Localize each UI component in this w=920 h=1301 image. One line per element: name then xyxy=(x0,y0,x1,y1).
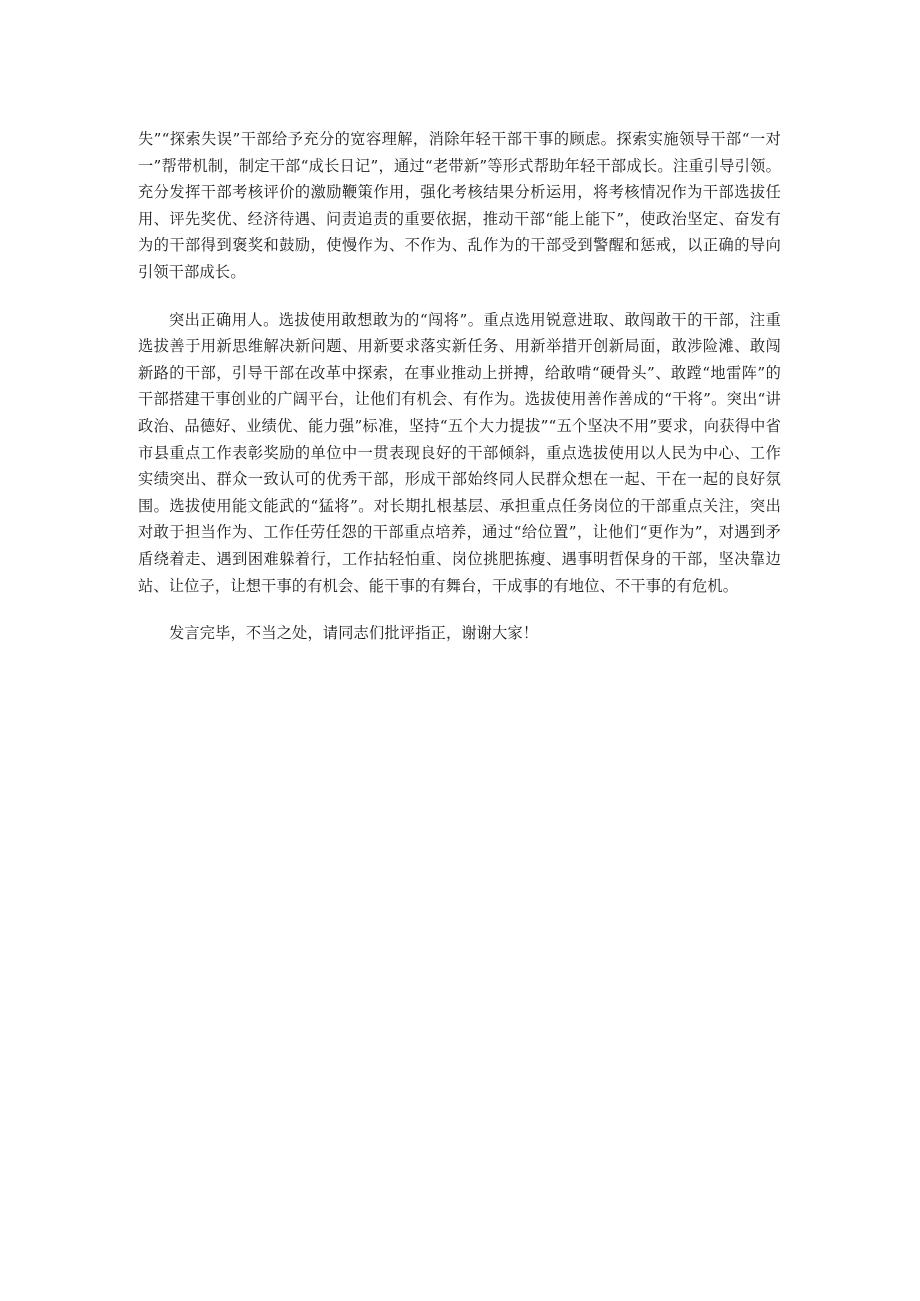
document-page xyxy=(138,126,781,647)
paragraph-2: 突出正确用人。选拔使用敢想敢为的“闯将”。重点选用锐意进取、敢闯敢干的干部，注重选拔善于用新思维解决新问题、用新要求落实新任务、用新举措开创新局面，敢涉险滩、敢闯新路的干部，引导干部在改革中探索，在事业推动上拼搏，给敢啃“硬骨头”、敢蹚“地雷阵”的干部搭建干事创业的广阔平台，让他们有机会、有作为。选拔使用善作善成的“干将”。突出“讲政治、品德好、业绩优、能力强”标准，坚持“五个大力提拔”“五个坚决不用”要求，向获得中省市县重点工作表彰奖励的单位中一贯表现良好的干部倾斜，重点选拔使用以人民为中心、工作实绩突出、群众一致认可的优秀干部，形成干部始终同人民群众想在一起、干在一起的良好氛围。选拔使用能文能武的“猛将”。对长期扎根基层、承担重点任务岗位的干部重点关注，突出对敢于担当作为、工作任劳任怨的干部重点培养，通过“给位置”，让他们“更作为”，对遇到矛盾绕着走、遇到困难躲着行，工作拈轻怕重、岗位挑肥拣瘦、遇事明哲保身的干部，坚决靠边站、让位子，让想干事的有机会、能干事的有舞台，干成事的有地位、不干事的有危机。 xyxy=(138,310,781,595)
paragraph-3: 发言完毕，不当之处，请同志们批评指正，谢谢大家！ xyxy=(169,624,539,643)
paragraph-1: 失”“探索失误”干部给予充分的宽容理解，消除年轻干部干事的顾虑。探索实施领导干部“一对一”帮带机制，制定干部“成长日记”，通过“老带新”等形式帮助年轻干部成长。注重引导引领。充分发挥干部考核评价的激励鞭策作用，强化考核结果分析运用，将考核情况作为干部选拔任用、评先奖优、经济待遇、问责追责的重要依据，推动干部“能上能下”，使政治坚定、奋发有为的干部得到褒奖和鼓励，使慢作为、不作为、乱作为的干部受到警醒和惩戒，以正确的导向引领干部成长。 xyxy=(138,130,781,281)
